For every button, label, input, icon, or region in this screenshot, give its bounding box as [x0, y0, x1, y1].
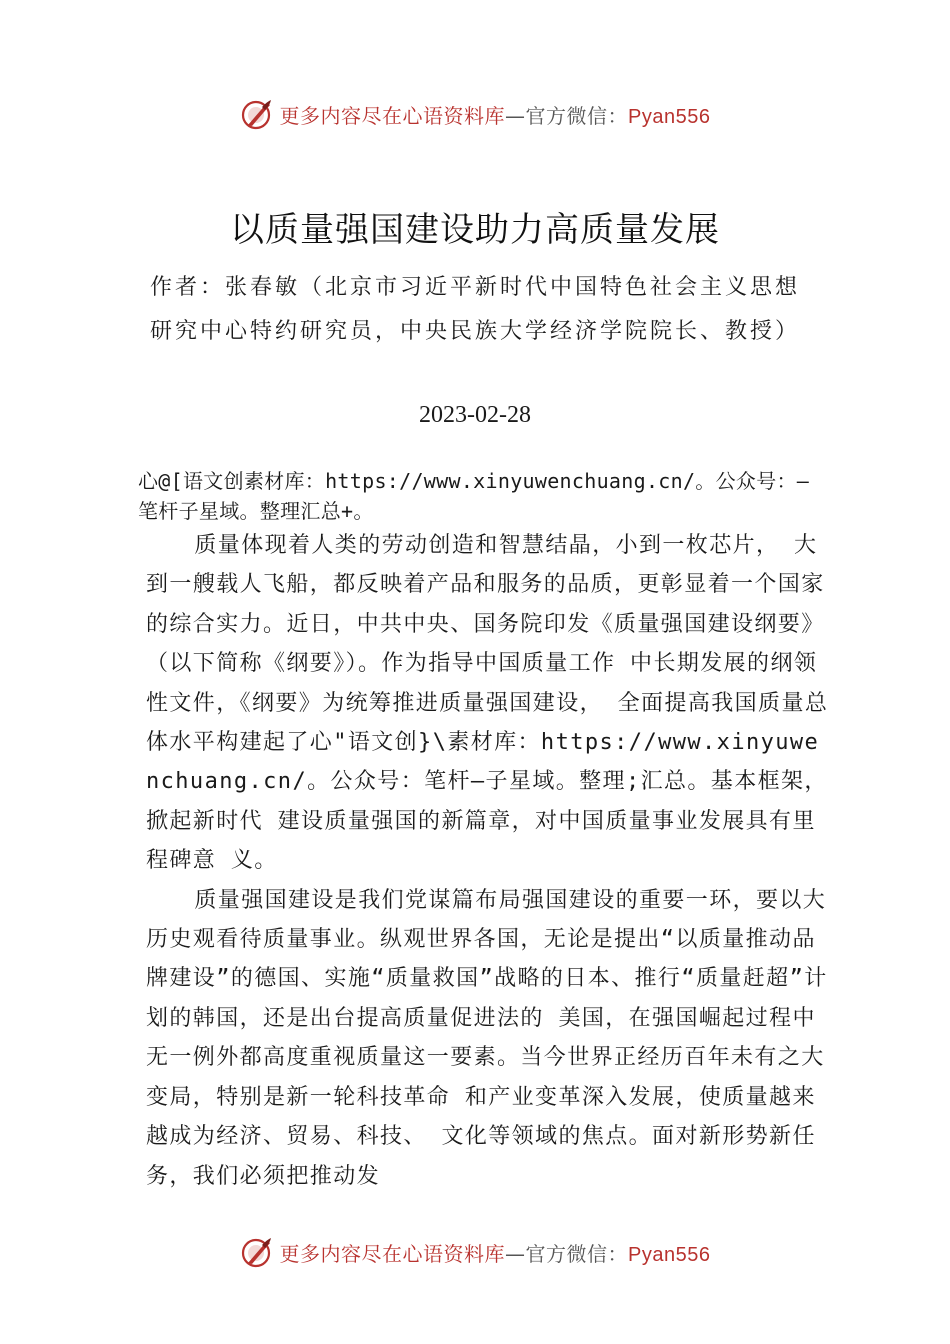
paragraph: 质量体现着人类的劳动创造和智慧结晶，小到一枚芯片， 大到一艘载人飞船，都反映着产品和服务的品质，更彰显着一个国家的综合实力。近日，中共中央、国务院印发《质量强国建设纲要》（以下简称《纲要》）。作为指导中国质量工作 中长期发展的纲领性文件，《纲要》为统筹推进质量强国建设， 全面提高我国质量总体水平构建起了心"语文创}\素材库：https://www.xinyuwenchuang.cn/。公众号：笔杆—子星域。整理;汇总。基本框架，掀起新时代 建设质量强国的新篇章，对中国质量事业发展具有里程碑意 义。	[146, 533, 829, 874]
banner-wechat-id: Pyan556	[628, 1243, 711, 1266]
footer-banner	[0, 1232, 950, 1272]
source-note: 心@[语文创素材库：https://www.xinyuwenchuang.cn/。公众号：—笔杆子星域。整理汇总+。	[138, 469, 810, 523]
quill-seal-logo-icon	[240, 1235, 274, 1269]
banner-dash: —	[505, 103, 526, 128]
quill-seal-logo-icon	[240, 97, 274, 131]
article-date: 2023-02-28	[419, 402, 531, 428]
header-banner	[0, 94, 950, 134]
article-byline: 作者：张春敏（北京市习近平新时代中国特色社会主义思想研究中心特约研究员，中央民族大学经济学院院长、教授）	[149, 275, 800, 344]
header-banner-text	[280, 100, 711, 129]
banner-wechat-label: 官方微信：	[525, 1241, 629, 1266]
article-body	[146, 526, 830, 1196]
banner-main-text: 更多内容尽在心语资料库	[279, 1241, 506, 1266]
banner-main-text: 更多内容尽在心语资料库	[279, 103, 506, 128]
paragraph: 质量强国建设是我们党谋篇布局强国建设的重要一环，要以大历史观看待质量事业。纵观世界各国，无论是提出“以质量推动品牌建设”的德国、实施“质量救国”战略的日本、推行“质量赶超”计划的韩国，还是出台提高质量促进法的 美国，在强国崛起过程中无一例外都高度重视质量这一要素。当今世界正经历百年未有之大变局，特别是新一轮科技革命 和产业变革深入发展，使质量越来越成为经济、贸易、科技、 文化等领域的焦点。面对新形势新任务，我们必须把推动发	[146, 887, 828, 1189]
footer-banner-text	[280, 1238, 711, 1267]
banner-wechat-id: Pyan556	[628, 105, 711, 128]
article-title: 以质量强国建设助力高质量发展	[230, 210, 720, 250]
banner-wechat-label: 官方微信：	[525, 103, 629, 128]
banner-dash: —	[505, 1241, 526, 1266]
